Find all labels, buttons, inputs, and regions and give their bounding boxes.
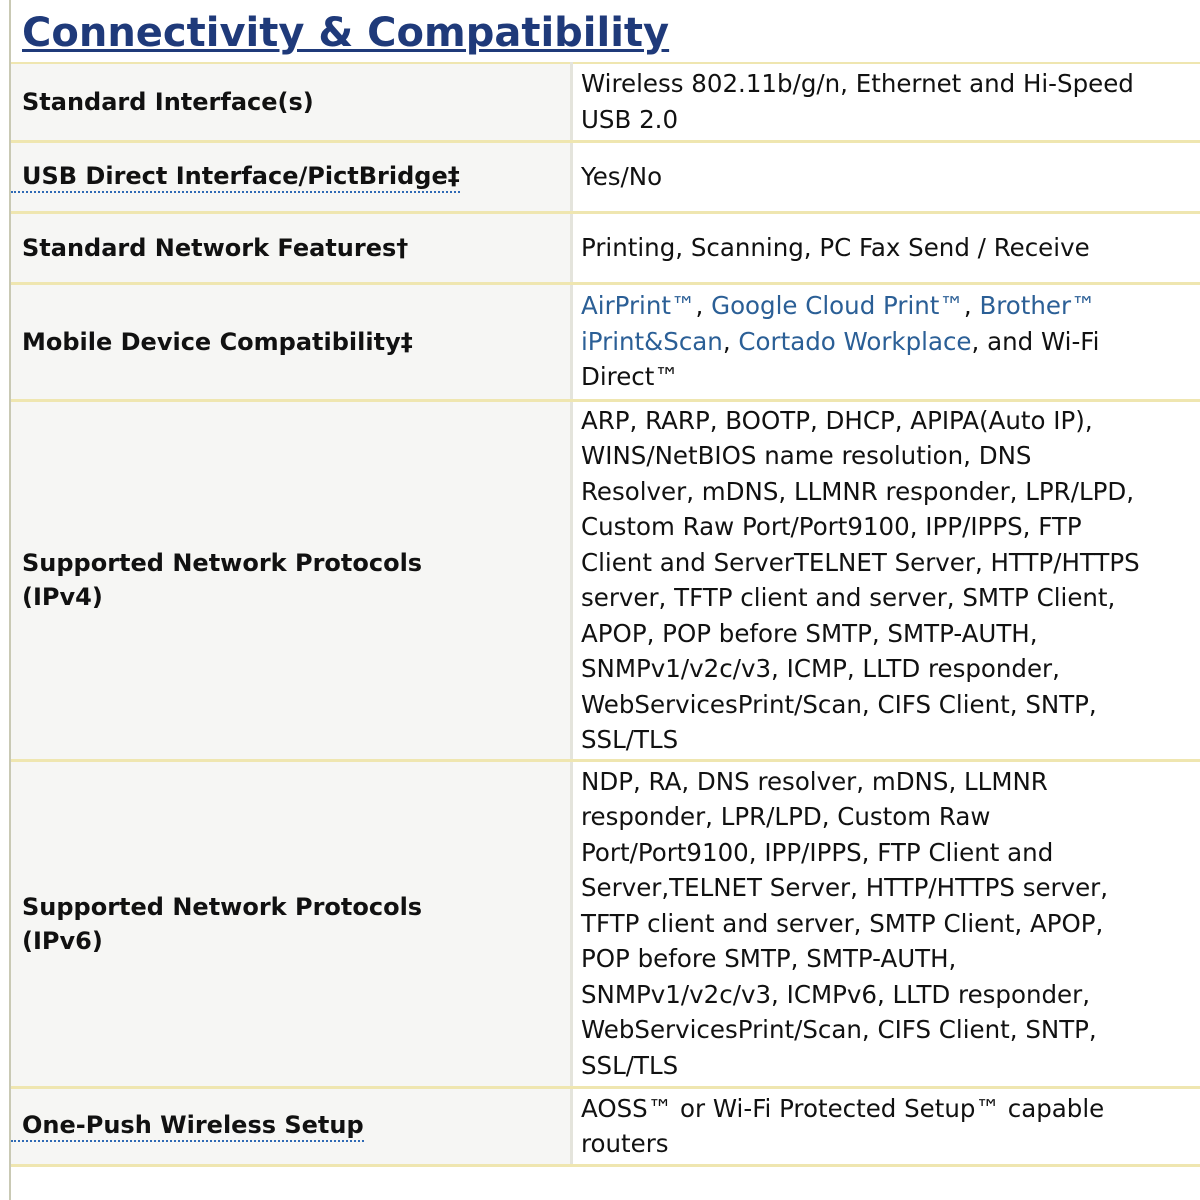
- value-line: server, TFTP client and server, SMTP Client,: [581, 583, 1116, 612]
- value-line: WebServicesPrint/Scan, CIFS Client, SNTP,: [581, 1015, 1097, 1045]
- iprint-scan-link[interactable]: iPrint&Scan: [581, 326, 723, 356]
- spec-label-usb-direct-interface[interactable]: USB Direct Interface/PictBridge‡: [11, 161, 460, 193]
- value-line: Custom Raw Port/Port9100, IPP/IPPS, FTP: [581, 512, 1082, 541]
- value-line: SNMPv1/v2c/v3, ICMPv6, LLTD responder,: [581, 979, 1090, 1009]
- spec-label-cell: [11, 63, 572, 141]
- separator: ,: [963, 291, 980, 321]
- spec-label-standard-network-features: Standard Network Features†: [22, 233, 409, 262]
- value-line: responder, LPR/LPD, Custom Raw: [581, 802, 991, 832]
- airprint-link[interactable]: AirPrint™: [581, 291, 696, 321]
- table-row: [11, 400, 1200, 760]
- value-line: Resolver, mDNS, LLMNR responder, LPR/LPD,: [581, 476, 1135, 506]
- spec-label-supported-protocols-ipv4: [11, 546, 422, 614]
- value-line: POP before SMTP, SMTP-AUTH,: [581, 944, 957, 974]
- spec-value-cell: [572, 1087, 1200, 1165]
- spec-value-cell: [572, 400, 1200, 760]
- value-line: Direct™: [581, 362, 679, 392]
- separator: ,: [722, 326, 739, 356]
- spec-label-cell: [11, 212, 572, 283]
- spec-value-cell: [572, 760, 1200, 1087]
- spec-value-cell: [572, 283, 1200, 400]
- value-line: [581, 324, 1200, 360]
- value-line: Server,TELNET Server, HTTP/HTTPS server,: [581, 873, 1109, 903]
- spec-value-one-push-wireless-setup: [573, 1091, 1200, 1162]
- value-line: Yes/No: [581, 161, 663, 191]
- value-line: USB 2.0: [581, 104, 679, 134]
- value-line: Wireless 802.11b/g/n, Ethernet and Hi-Speed: [581, 69, 1134, 99]
- value-line: SSL/TLS: [581, 1050, 679, 1080]
- value-line: Port/Port9100, IPP/IPPS, FTP Client and: [581, 837, 1054, 867]
- label-line: (IPv4): [22, 583, 103, 611]
- google-cloud-print-link[interactable]: Google Cloud Print™: [711, 291, 964, 321]
- spec-value-cell: [572, 63, 1200, 141]
- spec-value-supported-protocols-ipv4: [573, 403, 1200, 758]
- spec-label-cell: [11, 760, 572, 1087]
- value-line: SNMPv1/v2c/v3, ICMP, LLTD responder,: [581, 654, 1060, 683]
- value-line: NDP, RA, DNS resolver, mDNS, LLMNR: [581, 766, 1048, 796]
- spec-value-cell: [572, 141, 1200, 212]
- spec-value-standard-interfaces: [573, 66, 1200, 137]
- separator: ,: [695, 291, 712, 321]
- spec-label-cell: [11, 1087, 572, 1165]
- spec-label-cell: [11, 400, 572, 760]
- spec-label-supported-protocols-ipv6: [11, 890, 422, 958]
- cortado-workplace-link[interactable]: Cortado Workplace: [738, 326, 972, 356]
- value-line: Client and ServerTELNET Server, HTTP/HTTPS: [581, 547, 1140, 577]
- page-title: Connectivity & Compatibility: [22, 10, 670, 56]
- spec-label-standard-interfaces: Standard Interface(s): [22, 87, 314, 116]
- spec-value-standard-network-features: [573, 230, 1200, 266]
- value-line: TFTP client and server, SMTP Client, APOP,: [581, 908, 1104, 938]
- value-line: Printing, Scanning, PC Fax Send / Receive: [581, 232, 1090, 262]
- table-row: [11, 141, 1200, 212]
- spec-label-cell: [11, 283, 572, 400]
- table-row: [11, 283, 1200, 400]
- value-line: APOP, POP before SMTP, SMTP-AUTH,: [581, 618, 1038, 648]
- table-row: [11, 760, 1200, 1087]
- spec-value-supported-protocols-ipv6: [573, 764, 1200, 1084]
- spec-value-mobile-device-compatibility: [573, 288, 1200, 395]
- spec-label-cell: [11, 141, 572, 212]
- table-row: [11, 63, 1200, 141]
- spec-value-cell: [572, 212, 1200, 283]
- value-line: WINS/NetBIOS name resolution, DNS: [581, 441, 1032, 470]
- spec-label-one-push-wireless-setup[interactable]: One-Push Wireless Setup: [11, 1110, 364, 1142]
- value-line: SSL/TLS: [581, 725, 679, 754]
- value-line: AOSS™ or Wi-Fi Protected Setup™ capable: [581, 1093, 1105, 1123]
- value-line: ARP, RARP, BOOTP, DHCP, APIPA(Auto IP),: [581, 405, 1093, 435]
- value-line: WebServicesPrint/Scan, CIFS Client, SNTP,: [581, 689, 1097, 719]
- spec-value-usb-direct-interface: [573, 159, 1200, 195]
- label-line: (IPv6): [22, 926, 103, 955]
- table-row: [11, 212, 1200, 283]
- brother-link[interactable]: Brother™: [979, 291, 1096, 321]
- table-row: [11, 1087, 1200, 1165]
- value-text: , and Wi-Fi: [971, 326, 1100, 356]
- value-line: routers: [581, 1129, 669, 1158]
- label-line: Supported Network Protocols: [22, 892, 423, 921]
- spec-label-mobile-device-compatibility: Mobile Device Compatibility‡: [22, 327, 413, 356]
- spec-table: [11, 62, 1200, 1167]
- value-line: [581, 288, 1200, 324]
- label-line: Supported Network Protocols: [22, 549, 423, 577]
